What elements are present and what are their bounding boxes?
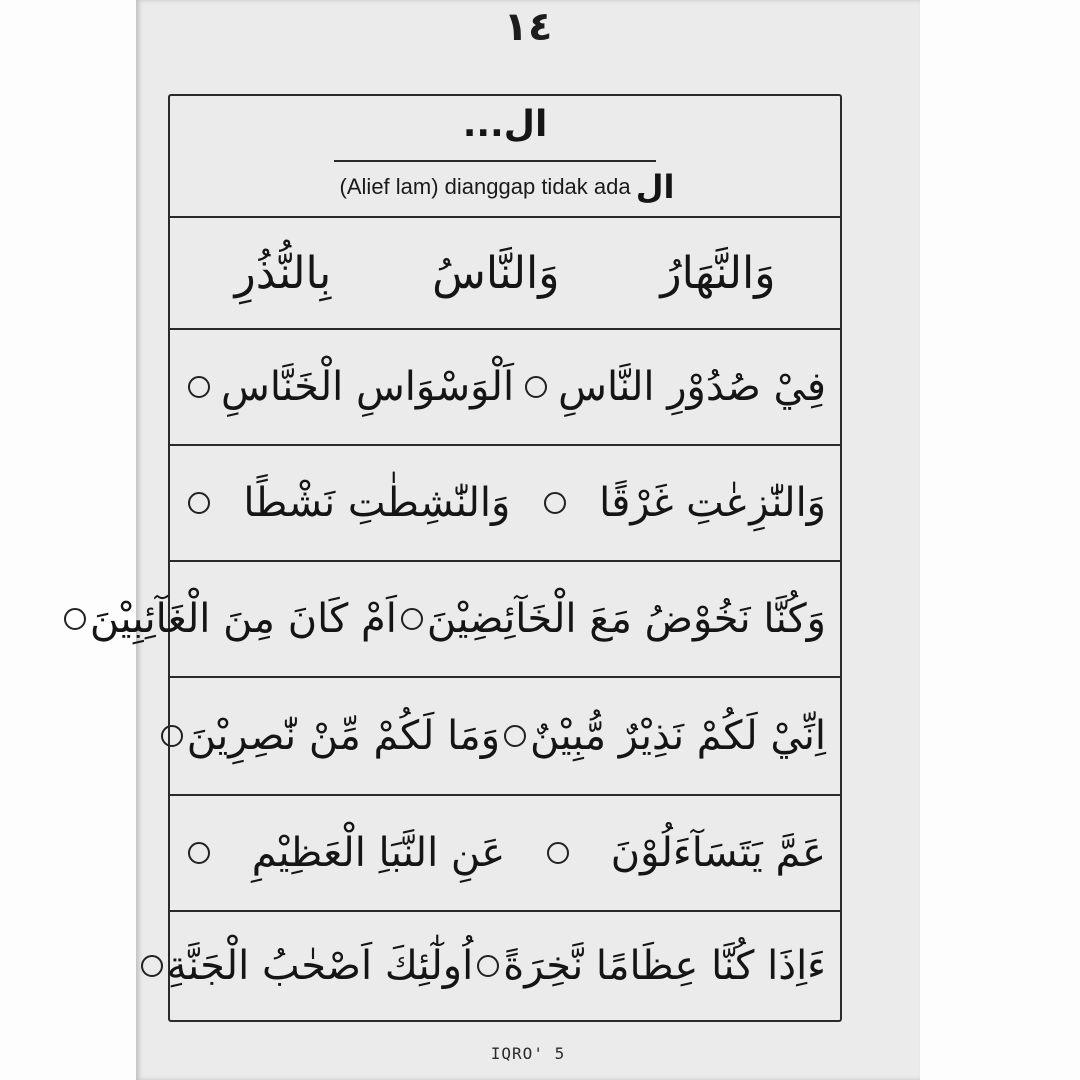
verse-row — [170, 444, 840, 560]
verse-end-marker-icon — [141, 955, 163, 977]
word-row — [170, 216, 840, 328]
verse-row — [166, 910, 840, 1020]
verse-end-marker-icon — [504, 725, 526, 747]
verse-row — [170, 794, 840, 910]
verse-text: اُولٰٓئِكَ اَصْحٰبُ الْجَنَّةِ — [166, 943, 474, 989]
verse-end-marker-icon — [64, 608, 86, 630]
header-box — [170, 96, 840, 216]
word-item: وَالنَّهَارُ — [660, 247, 776, 299]
word-item: بِالنُّذُرِ — [234, 247, 332, 299]
verse-end-marker-icon — [401, 608, 423, 630]
verse-text: اَلْوَسْوَاسِ الْخَنَّاسِ — [221, 364, 515, 410]
verse-end-marker-icon — [477, 955, 499, 977]
verse-text: وَكُنَّا نَخُوْضُ مَعَ الْخَآئِضِيْنَ — [426, 596, 826, 642]
verse-text: عَنِ النَّبَاِ الْعَظِيْمِ — [251, 830, 506, 876]
header-note-latin: (Alief lam) dianggap tidak ada — [339, 174, 631, 199]
header-underline — [334, 160, 656, 162]
verse-text: وَالنّٰشِطٰتِ نَشْطًا — [243, 480, 511, 526]
verse-text: عَمَّ يَتَسَآءَلُوْنَ — [610, 830, 826, 876]
verse-end-marker-icon — [161, 725, 183, 747]
verse-end-marker-icon — [188, 842, 210, 864]
verse-text: فِيْ صُدُوْرِ النَّاسِ — [558, 364, 826, 410]
book-page — [89, 0, 920, 1080]
verse-row — [170, 676, 840, 794]
verse-text: اِنِّيْ لَكُمْ نَذِيْرٌ مُّبِيْنٌ — [530, 713, 826, 759]
verse-text: اَمْ كَانَ مِنَ الْغَآئِبِيْنَ — [89, 596, 397, 642]
header-note — [170, 168, 840, 206]
verse-end-marker-icon — [547, 842, 569, 864]
verse-end-marker-icon — [544, 492, 566, 514]
book-footer: IQRO' 5 — [490, 1044, 566, 1063]
verse-row — [170, 328, 840, 444]
verse-end-marker-icon — [188, 376, 210, 398]
page-number: ١٤ — [503, 4, 553, 50]
word-item: وَالنَّاسُ — [432, 247, 560, 299]
verse-text: ءَاِذَا كُنَّا عِظَامًا نَّخِرَةً — [503, 943, 826, 989]
verse-end-marker-icon — [188, 492, 210, 514]
lesson-frame — [89, 94, 842, 1022]
verse-text: وَمَا لَكُمْ مِّنْ نّٰصِرِيْنَ — [186, 713, 501, 759]
verse-row — [89, 560, 840, 676]
verse-end-marker-icon — [525, 376, 547, 398]
verse-text: وَالنّٰزِعٰتِ غَرْقًا — [599, 480, 826, 526]
header-note-arabic: ال — [635, 168, 675, 206]
header-title: ال... — [462, 104, 548, 145]
